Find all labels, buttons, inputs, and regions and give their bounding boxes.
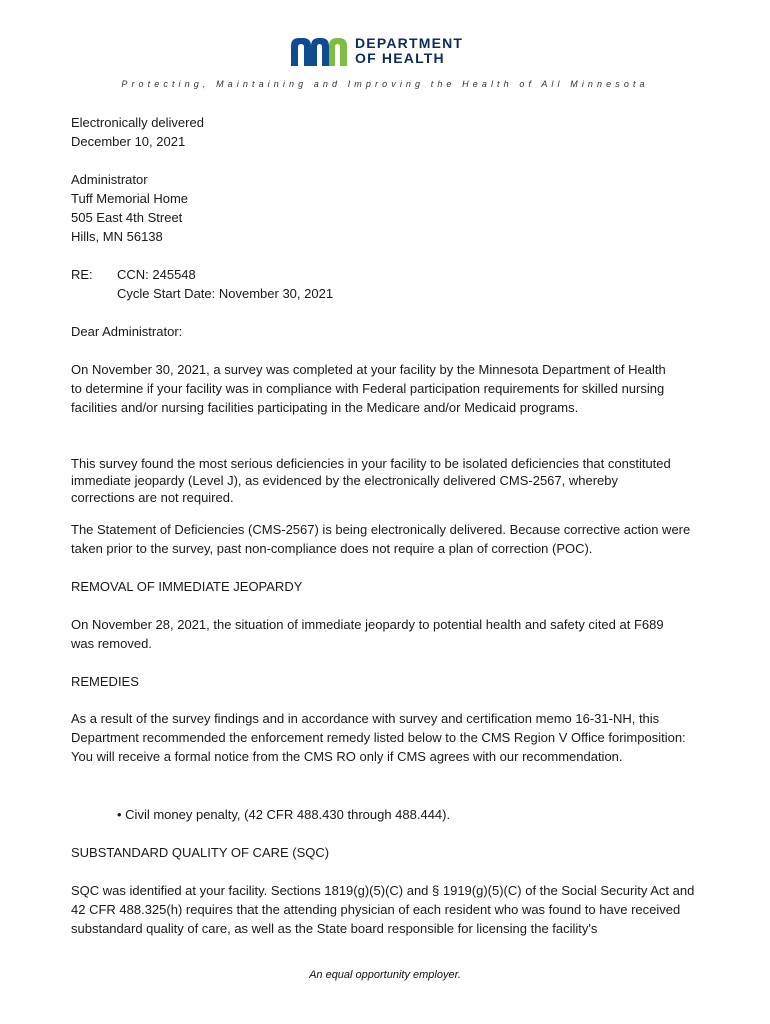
address-line: Administrator <box>71 172 148 187</box>
org-name-line2: OF HEALTH <box>355 50 445 66</box>
re-label: RE: <box>71 267 93 282</box>
tagline: Protecting, Maintaining and Improving the Health of All Minnesota <box>121 79 649 89</box>
paragraph-survey: On November 30, 2021, a survey was completed at your facility by the Minnesota Department of Health to determine if your facility was in compliance with Federal participation requirements for skilled nursing facilities and/or nursing facilities participating in the Medicare and/or Medicaid programs. <box>71 362 666 415</box>
delivery-block <box>71 113 711 151</box>
heading-removal: REMOVAL OF IMMEDIATE JEOPARDY <box>71 579 303 594</box>
paragraph-sqc: SQC was identified at your facility. Sections 1819(g)(5)(C) and § 1919(g)(5)(C) of the Social Security Act and 42 CFR 488.325(h) requires that the attending physician of each resident who was found to have received substandard quality of care, as well as the State board responsible for licensing the facility's <box>71 883 695 936</box>
recipient-address <box>71 170 711 246</box>
org-name-line1: DEPARTMENT <box>355 35 464 51</box>
re-ccn: CCN: 245548 <box>117 267 196 282</box>
footer-text: An equal opportunity employer. <box>309 969 461 981</box>
paragraph-remedies: As a result of the survey findings and in accordance with survey and certification memo 16-31-NH, this Department recommended the enforcement remedy listed below to the CMS Region V Office forimposition: You will receive a formal notice from the CMS RO only if CMS agrees with our recommendation. <box>71 711 686 764</box>
remedy-bullet: • Civil money penalty, (42 CFR 488.430 through 488.444). <box>117 807 451 822</box>
heading-sqc: SUBSTANDARD QUALITY OF CARE (SQC) <box>71 845 330 860</box>
re-cycle-date: Cycle Start Date: November 30, 2021 <box>117 286 334 301</box>
address-line: 505 East 4th Street <box>71 210 183 225</box>
org-name <box>355 36 463 66</box>
heading-remedies: REMEDIES <box>71 674 139 689</box>
address-line: Hills, MN 56138 <box>71 229 163 244</box>
mdh-logo <box>289 34 463 68</box>
paragraph-findings: This survey found the most serious deficiencies in your facility to be isolated deficiencies that constituted immediate jeopardy (Level J), as evidenced by the electronically delivered CMS-2567, whereby corrections are not required. <box>71 456 671 505</box>
address-line: Tuff Memorial Home <box>71 191 189 206</box>
paragraph-removal: On November 28, 2021, the situation of immediate jeopardy to potential health and safety cited at F689 was removed. <box>71 617 664 651</box>
mn-logo-icon <box>289 36 349 66</box>
salutation: Dear Administrator: <box>71 324 183 339</box>
letter-date: December 10, 2021 <box>71 134 186 149</box>
delivery-method: Electronically delivered <box>71 115 204 130</box>
paragraph-statement: The Statement of Deficiencies (CMS-2567) is being electronically delivered. Because corrective action were taken prior to the survey, past non-compliance does not require a plan of correction (POC). <box>71 522 691 556</box>
re-block <box>71 265 711 303</box>
